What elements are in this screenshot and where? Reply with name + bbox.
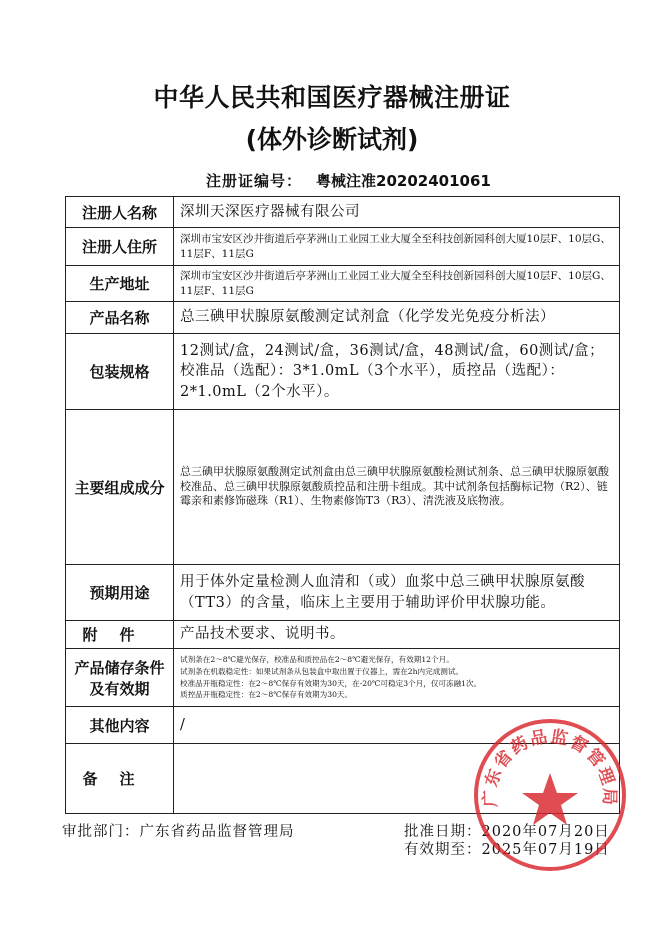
row-composition xyxy=(66,410,620,565)
registration-number-line xyxy=(206,170,491,191)
row-registrant-name xyxy=(66,197,620,228)
product-name-label: 产品名称 xyxy=(66,302,174,334)
storage-label-line2: 及有效期 xyxy=(89,679,150,698)
packaging-label: 包装规格 xyxy=(66,334,174,410)
storage-label-line1: 产品储存条件 xyxy=(74,658,165,677)
row-registrant-address xyxy=(66,228,620,266)
attachment-value: 产品技术要求、说明书。 xyxy=(174,621,620,649)
composition-label: 主要组成成分 xyxy=(66,410,174,565)
other-value: / xyxy=(174,707,620,744)
storage-line: 质控品开瓶稳定性：在2～8℃保存有效期为30天。 xyxy=(180,690,353,700)
expiry-date-label: 有效期至： xyxy=(404,842,482,858)
registrant-name-label: 注册人名称 xyxy=(66,197,174,228)
row-production-address xyxy=(66,266,620,302)
expiry-date-value: 2025年07月19日 xyxy=(481,842,610,858)
official-seal-icon xyxy=(470,715,630,875)
authority-label: 审批部门： xyxy=(62,824,140,840)
approval-date-value: 2020年07月20日 xyxy=(481,824,610,840)
row-attachment xyxy=(66,621,620,649)
packaging-value: 12测试/盒，24测试/盒，36测试/盒，48测试/盒，60测试/盒；校准品（选配）：3*1.0mL（3个水平），质控品（选配）：2*1.0mL（2个水平）。 xyxy=(174,334,620,410)
seal-text: 广东省药品监督管理局 xyxy=(480,726,620,808)
storage-label xyxy=(66,649,174,707)
attachment-label: 附件 xyxy=(66,621,174,649)
production-address-value: 深圳市宝安区沙井街道后亭茅洲山工业园工业大厦全至科技创新园科创大厦10层F、10层G、11层F、11层G xyxy=(174,266,620,302)
production-address-label: 生产地址 xyxy=(66,266,174,302)
storage-line: 校准品开瓶稳定性：在2～8℃保存有效期为30天，在-20℃可稳定3个月，仅可冻融1次。 xyxy=(180,678,482,688)
certificate-title: 中华人民共和国医疗器械注册证 xyxy=(153,83,511,112)
registrant-address-label: 注册人住所 xyxy=(66,228,174,266)
approval-date-label: 批准日期： xyxy=(404,824,482,840)
registration-number: 粤械注准20202401061 xyxy=(316,172,491,190)
row-product-name xyxy=(66,302,620,334)
registration-number-label: 注册证编号： xyxy=(206,172,303,190)
registrant-name-value: 深圳天深医疗器械有限公司 xyxy=(174,197,620,228)
certificate-subtitle: (体外诊断试剂) xyxy=(245,125,419,154)
storage-value xyxy=(174,649,620,707)
row-storage xyxy=(66,649,620,707)
row-intended-use xyxy=(66,565,620,621)
intended-use-label: 预期用途 xyxy=(66,565,174,621)
approval-authority xyxy=(62,820,295,841)
storage-line: 试剂条在2～8℃避光保存，校准品和质控品在2～8℃避光保存，有效期12个月。 xyxy=(180,654,454,664)
row-packaging xyxy=(66,334,620,410)
authority-value: 广东省药品监督管理局 xyxy=(139,824,295,840)
composition-value: 总三碘甲状腺原氨酸测定试剂盒由总三碘甲状腺原氨酸检测试剂条、总三碘甲状腺原氨酸校准品、总三碘甲状腺原氨酸质控品和注册卡组成。其中试剂条包括酶标记物（R2）、链霉亲和素修饰磁珠（R1）、生物素修饰T3（R3）、清洗液及底物液。 xyxy=(174,410,620,565)
seal-star xyxy=(522,773,578,825)
registrant-address-value: 深圳市宝安区沙井街道后亭茅洲山工业园工业大厦全至科技创新园科创大厦10层F、10层G、11层F、11层G xyxy=(174,228,620,266)
storage-line: 试剂条在机载稳定性：如果试剂条从包装盒中取出置于仪器上，需在2h内完成测试。 xyxy=(180,666,464,676)
product-name-value: 总三碘甲状腺原氨酸测定试剂盒（化学发光免疫分析法） xyxy=(174,302,620,334)
other-label: 其他内容 xyxy=(66,707,174,744)
intended-use-value: 用于体外定量检测人血清和（或）血浆中总三碘甲状腺原氨酸（TT3）的含量，临床上主要用于辅助评价甲状腺功能。 xyxy=(174,565,620,621)
remarks-label: 备注 xyxy=(66,744,174,814)
